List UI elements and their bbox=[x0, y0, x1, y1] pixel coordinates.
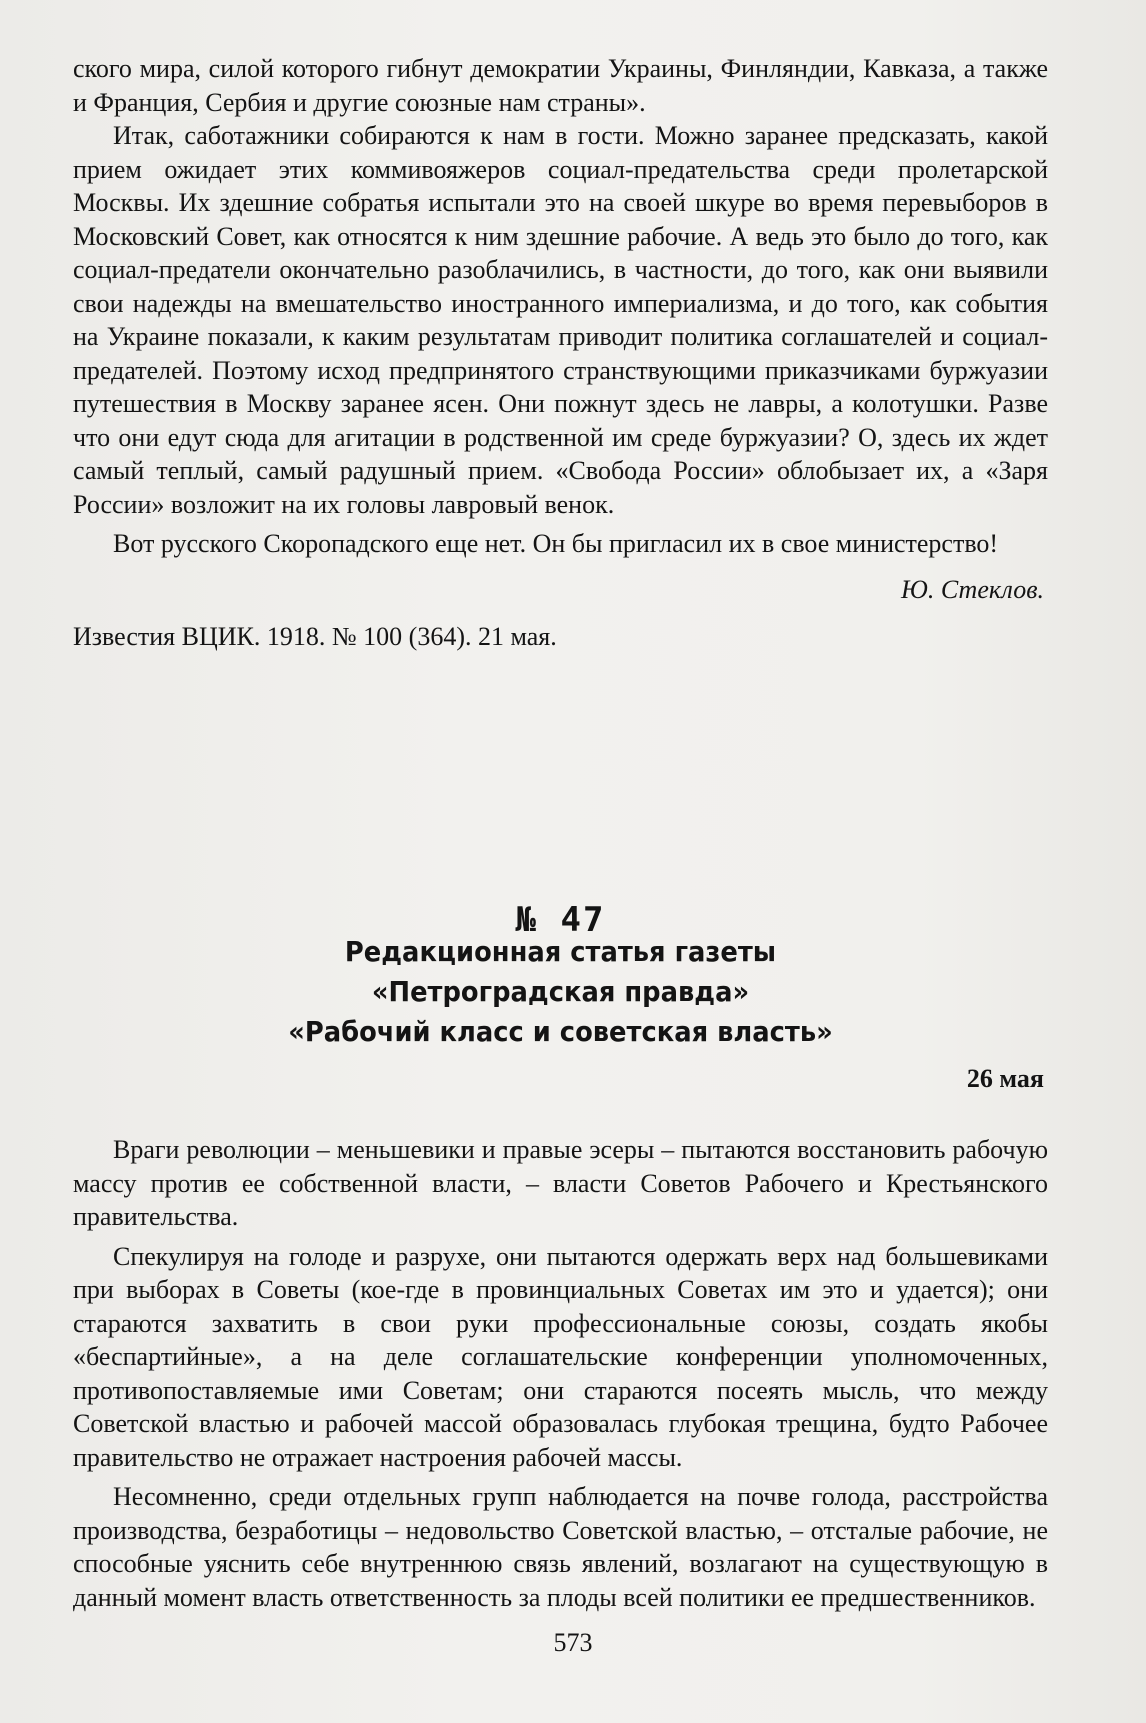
document-body bbox=[73, 1133, 1048, 1614]
title-line: «Петроградская правда» bbox=[371, 975, 750, 1008]
title-line: «Рабочий класс и советская власть» bbox=[288, 1015, 833, 1048]
paragraph: Вот русского Скоропадского еще нет. Он бы пригласил их в свое министерство! bbox=[113, 529, 999, 558]
text-column bbox=[73, 52, 1048, 1612]
page-number: 573 bbox=[553, 1628, 593, 1657]
author-signature: Ю. Стеклов. bbox=[901, 574, 1044, 604]
document-number: № 47 bbox=[515, 900, 606, 940]
paragraph: Итак, саботажники собираются к нам в гости. Можно заранее предсказать, какой прием ожидает этих коммивояжеров социал-предательства среди пролетарской Москвы. Их здешние собратья испытали это на своей шкуре во время перевыборов в Московский Совет, как относятся к ним здешние рабочие. А ведь это было до того, как социал-предатели окончательно разоблачились, в частности, до того, как они выявили свои надежды на вмешательство иностранного империализма, и до того, как события на Украине показали, к каким результатам приводит политика соглашателей и социал-предателей. Поэтому исход предпринятого странствующими приказчиками буржуазии путешествия в Москву заранее ясен. Они пожнут здесь не лавры, а колотушки. Разве что они едут сюда для агитации в родственной им среде буржуазии? О, здесь их ждет самый теплый, самый радушный прием. «Свобода России» облобызает их, а «Заря России» возложит на их головы лавровый венок. bbox=[73, 121, 1048, 519]
document-date: 26 мая bbox=[966, 1064, 1044, 1093]
document-title bbox=[112, 932, 1009, 1052]
paragraph: Несомненно, среди отдельных групп наблюдается на почве голода, расстройства производства, безработицы – недовольство Советской властью, – отсталые рабочие, не способные уяснить себе внутреннюю связь явлений, возлагают на существующую в данный момент власть ответственность за плоды всей политики ее предшественников. bbox=[73, 1482, 1048, 1612]
article-continuation bbox=[73, 52, 1048, 653]
paragraph: Враги революции – меньшевики и правые эсеры – пытаются восстановить рабочую массу против ее собственной власти, – власти Советов Рабочего и Крестьянского правительства. bbox=[73, 1135, 1048, 1231]
source-citation: Известия ВЦИК. 1918. № 100 (364). 21 мая. bbox=[73, 621, 557, 651]
paragraph: ского мира, силой которого гибнут демократии Украины, Финляндии, Кавказа, а также и Франция, Сербия и другие союзные нам страны». bbox=[73, 54, 1048, 117]
paragraph: Спекулируя на голоде и разрухе, они пытаются одержать верх над большевиками при выборах в Советы (кое-где в провинциальных Советах им это и удается); они стараются захватить в свои руки профессиональные союзы, создать якобы «беспартийные», а на деле соглашательские конференции уполномоченных, противопоставляемые ими Советам; они стараются посеять мысль, что между Советской властью и рабочей массой образовалась глубокая трещина, будто Рабочее правительство не отражает настроения рабочей массы. bbox=[73, 1241, 1048, 1472]
title-line: Редакционная статья газеты bbox=[344, 935, 777, 968]
